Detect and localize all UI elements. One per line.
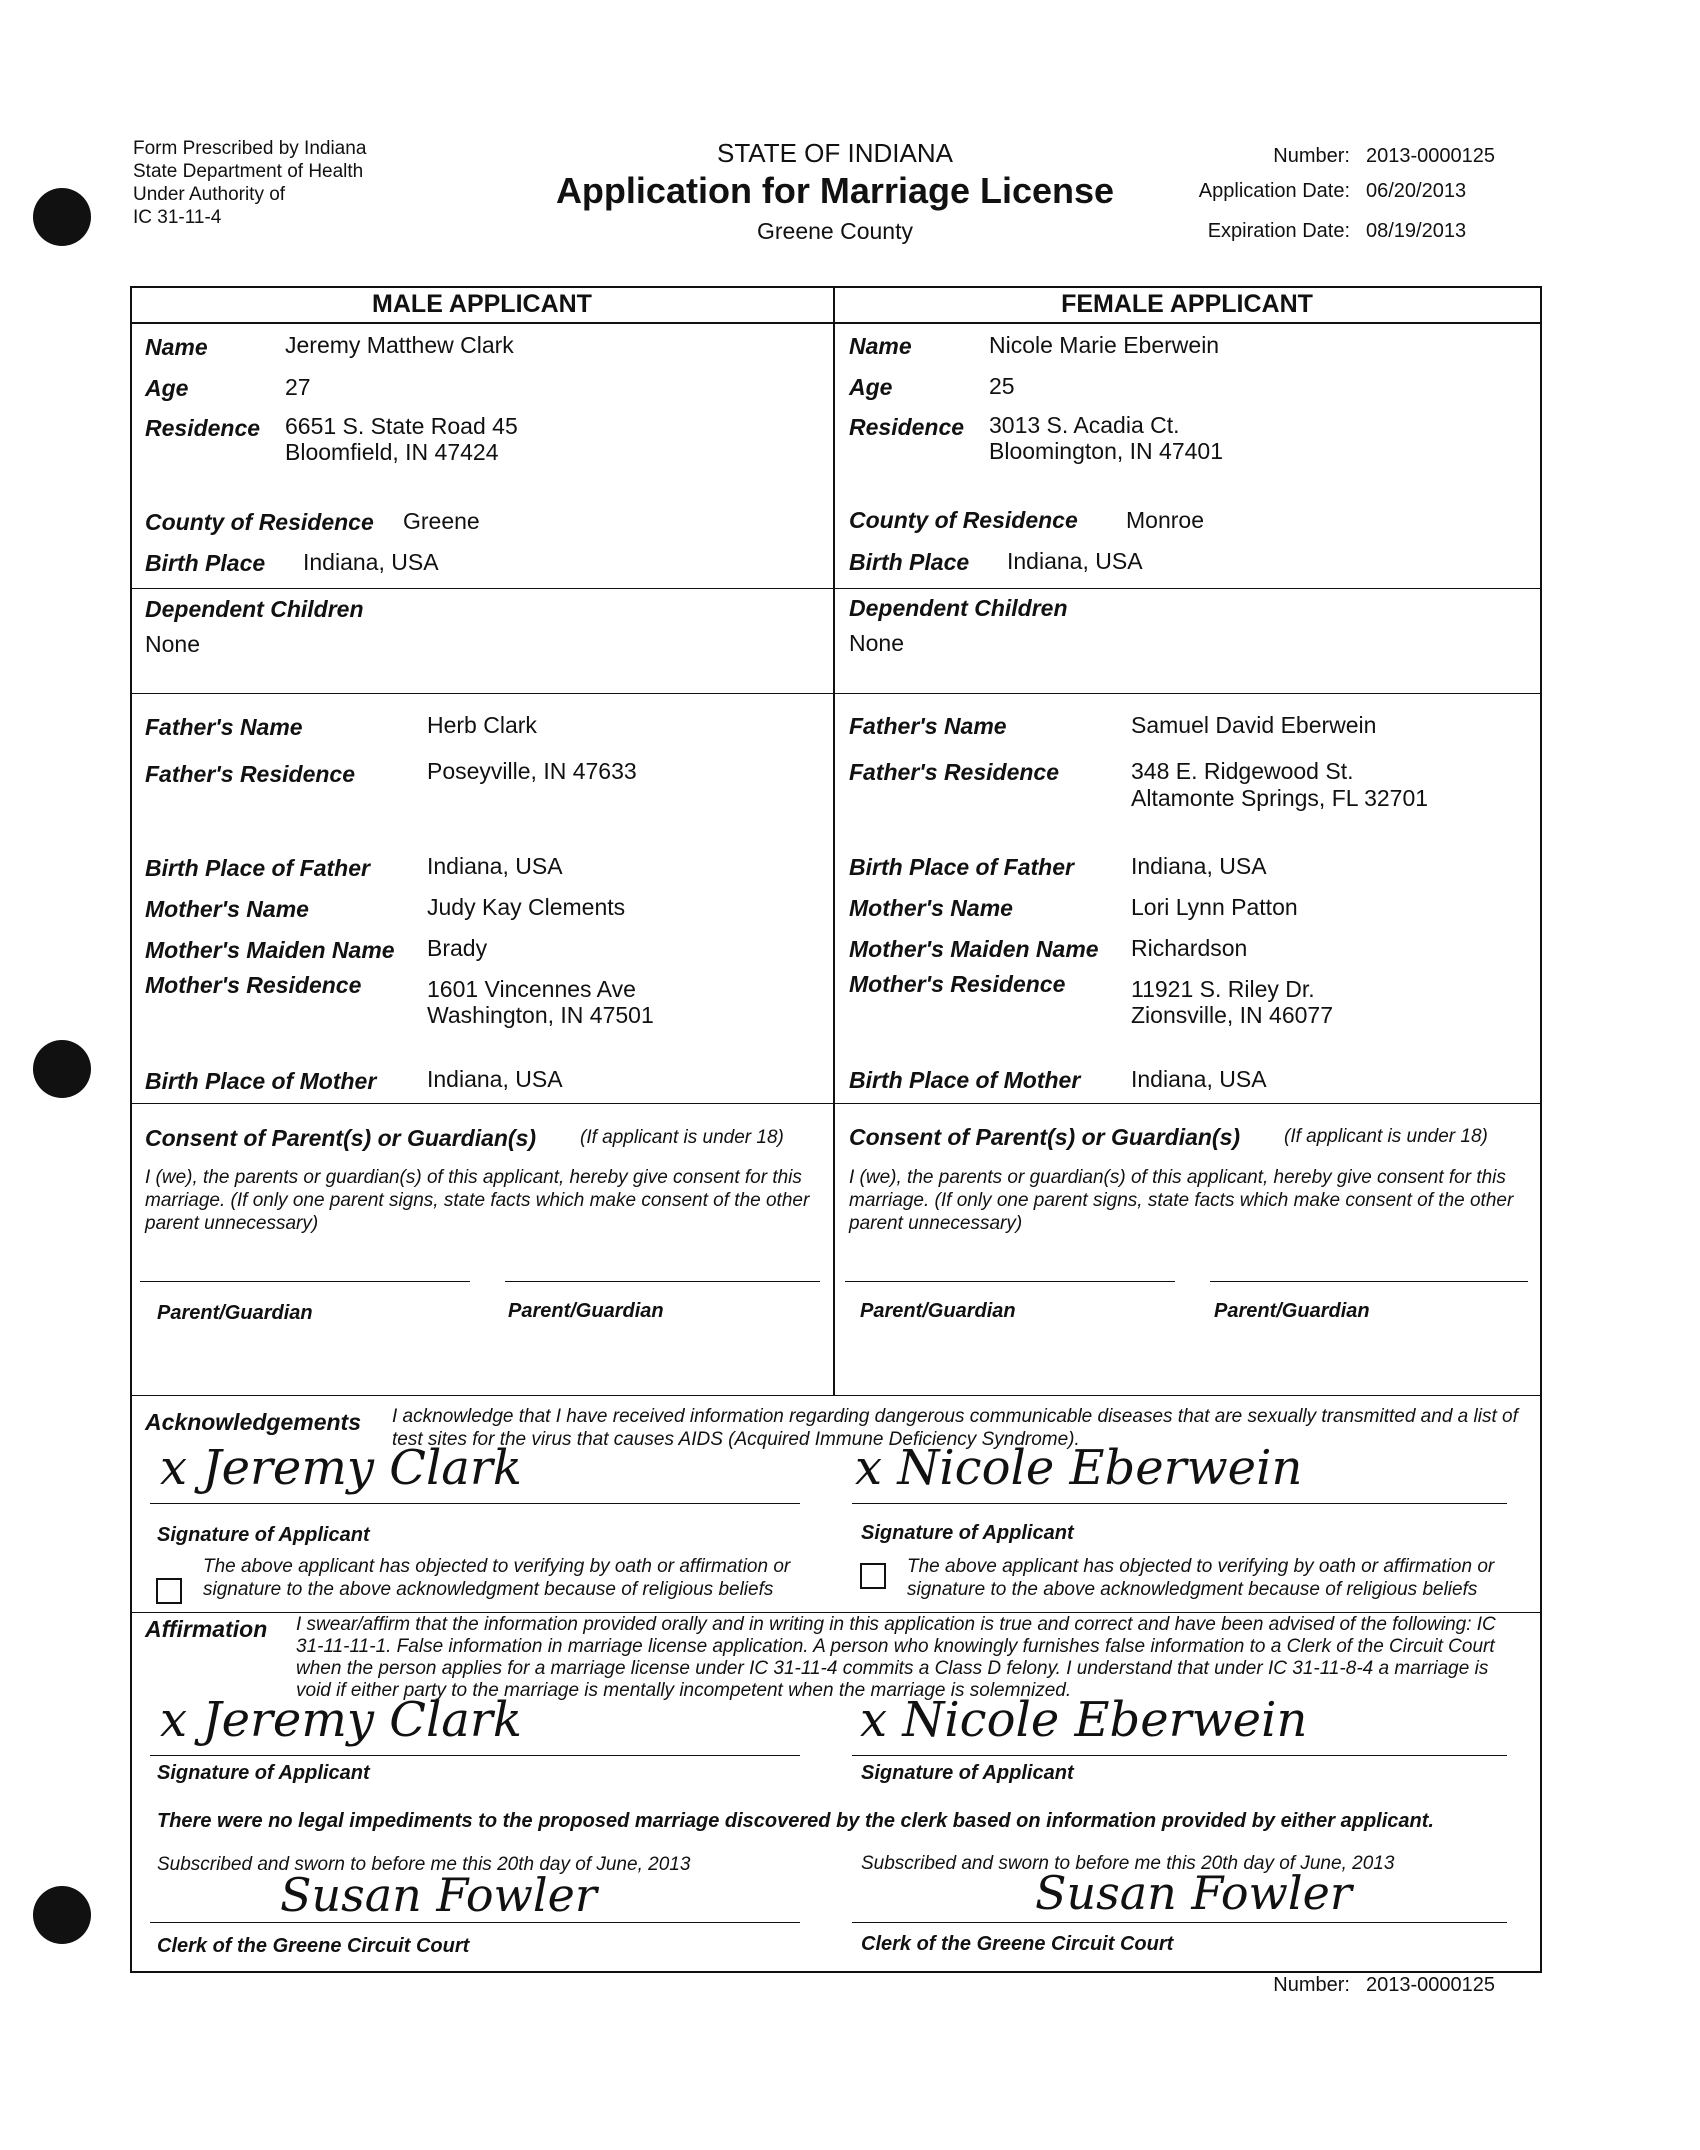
male-mothers-name-label: Mother's Name bbox=[145, 896, 309, 922]
male-birth-place-label: Birth Place bbox=[145, 550, 266, 576]
female-affirmation-signature: x Nicole Eberwein bbox=[860, 1692, 1308, 1748]
female-fathers-residence-line1: 348 E. Ridgewood St. bbox=[1131, 758, 1354, 784]
female-applicant-header: FEMALE APPLICANT bbox=[1061, 290, 1313, 318]
male-residence-label: Residence bbox=[145, 415, 261, 441]
female-mothers-name-value: Lori Lynn Patton bbox=[1131, 894, 1298, 920]
male-acknowledgement-signature: x Jeremy Clark bbox=[160, 1440, 522, 1496]
clerk-label-right: Clerk of the Greene Circuit Court bbox=[861, 1933, 1174, 1955]
prescribed-line: State Department of Health bbox=[133, 161, 364, 182]
male-name-value: Jeremy Matthew Clark bbox=[285, 332, 514, 358]
number-label: Number: bbox=[1273, 145, 1350, 167]
expiration-date-value: 08/19/2013 bbox=[1366, 220, 1467, 242]
female-birth-place-mother-label: Birth Place of Mother bbox=[849, 1067, 1081, 1093]
female-fathers-name-value: Samuel David Eberwein bbox=[1131, 712, 1377, 738]
punch-hole-middle bbox=[33, 1040, 91, 1098]
female-birth-place-value: Indiana, USA bbox=[1007, 548, 1143, 574]
subscribed-left: Subscribed and sworn to before me this 20th day of June, 2013 bbox=[157, 1854, 691, 1875]
clerk-signature-right: Susan Fowler bbox=[1035, 1866, 1352, 1920]
male-affirmation-signature: x Jeremy Clark bbox=[160, 1692, 522, 1748]
female-mothers-maiden-label: Mother's Maiden Name bbox=[849, 936, 1099, 962]
male-parent-guardian-line-1 bbox=[140, 1281, 470, 1282]
female-birth-place-father-value: Indiana, USA bbox=[1131, 853, 1267, 879]
male-affirmation-signature-line bbox=[150, 1755, 800, 1756]
female-county-value: Monroe bbox=[1126, 507, 1204, 533]
female-religious-objection-checkbox[interactable] bbox=[860, 1563, 886, 1589]
male-acknowledgement-signature-line bbox=[150, 1503, 800, 1504]
male-residence-line1: 6651 S. State Road 45 bbox=[285, 413, 518, 439]
male-birth-place-value: Indiana, USA bbox=[303, 549, 439, 575]
acknowledgements-label: Acknowledgements bbox=[145, 1409, 361, 1435]
divider-affirmation bbox=[132, 1612, 1540, 1613]
female-dependent-children-value: None bbox=[849, 630, 904, 656]
male-age-label: Age bbox=[145, 375, 189, 401]
divider-dependent bbox=[132, 588, 1540, 589]
clerk-label-left: Clerk of the Greene Circuit Court bbox=[157, 1935, 470, 1957]
female-birth-place-father-label: Birth Place of Father bbox=[849, 854, 1074, 880]
male-mothers-name-value: Judy Kay Clements bbox=[427, 894, 626, 920]
male-mothers-residence-line2: Washington, IN 47501 bbox=[427, 1002, 654, 1028]
male-applicant-header: MALE APPLICANT bbox=[372, 290, 592, 318]
prescribed-line: Under Authority of bbox=[133, 184, 286, 205]
female-birth-place-mother-value: Indiana, USA bbox=[1131, 1066, 1267, 1092]
male-birth-place-father-value: Indiana, USA bbox=[427, 853, 563, 879]
female-fathers-residence-line2: Altamonte Springs, FL 32701 bbox=[1131, 785, 1429, 811]
male-name-label: Name bbox=[145, 334, 208, 360]
male-county-label: County of Residence bbox=[145, 509, 374, 535]
female-consent-note: (If applicant is under 18) bbox=[1284, 1126, 1488, 1147]
acknowledgements-text: I acknowledge that I have received information regarding dangerous communicable diseases that are sexually transmitted and a list of test sites for the virus that causes AIDS (Acquired Immune Deficiency Syndrome). bbox=[392, 1406, 1518, 1450]
male-mothers-maiden-label: Mother's Maiden Name bbox=[145, 937, 395, 963]
female-age-value: 25 bbox=[989, 373, 1015, 399]
county-title: Greene County bbox=[757, 218, 913, 244]
header-row-divider bbox=[132, 322, 1540, 324]
female-acknowledgement-signature: x Nicole Eberwein bbox=[855, 1440, 1303, 1496]
male-birth-place-father-label: Birth Place of Father bbox=[145, 855, 370, 881]
column-divider bbox=[833, 288, 835, 1395]
female-consent-title: Consent of Parent(s) or Guardian(s) bbox=[849, 1124, 1241, 1150]
male-mothers-residence-line1: 1601 Vincennes Ave bbox=[427, 976, 636, 1002]
female-mothers-residence-label: Mother's Residence bbox=[849, 971, 1066, 997]
male-mothers-residence-label: Mother's Residence bbox=[145, 972, 362, 998]
female-name-value: Nicole Marie Eberwein bbox=[989, 332, 1220, 358]
male-dependent-children-value: None bbox=[145, 631, 200, 657]
application-date-value: 06/20/2013 bbox=[1366, 180, 1467, 202]
expiration-date-label: Expiration Date: bbox=[1207, 220, 1350, 242]
male-birth-place-mother-label: Birth Place of Mother bbox=[145, 1068, 377, 1094]
male-consent-note: (If applicant is under 18) bbox=[580, 1127, 784, 1148]
male-parent-guardian-label-1: Parent/Guardian bbox=[157, 1302, 313, 1324]
female-residence-line2: Bloomington, IN 47401 bbox=[989, 438, 1223, 464]
female-parent-guardian-line-2 bbox=[1210, 1281, 1528, 1282]
male-residence-line2: Bloomfield, IN 47424 bbox=[285, 439, 499, 465]
female-name-label: Name bbox=[849, 333, 912, 359]
female-affirmation-signature-label: Signature of Applicant bbox=[861, 1762, 1074, 1784]
impediments-statement: There were no legal impediments to the proposed marriage discovered by the clerk based on information provided by either applicant. bbox=[157, 1810, 1434, 1832]
female-mothers-residence-line1: 11921 S. Riley Dr. bbox=[1131, 976, 1315, 1002]
male-parent-guardian-line-2 bbox=[505, 1281, 820, 1282]
female-residence-line1: 3013 S. Acadia Ct. bbox=[989, 412, 1180, 438]
number-value: 2013-0000125 bbox=[1366, 145, 1496, 167]
male-county-value: Greene bbox=[403, 508, 480, 534]
male-fathers-name-label: Father's Name bbox=[145, 714, 303, 740]
divider-acknowledgements bbox=[132, 1395, 1540, 1396]
male-mothers-maiden-value: Brady bbox=[427, 935, 488, 961]
subscribed-right: Subscribed and sworn to before me this 20th day of June, 2013 bbox=[861, 1853, 1395, 1874]
female-religious-objection-text: The above applicant has objected to verifying by oath or affirmation or signature to the above acknowledgment because of religious beliefs bbox=[907, 1556, 1495, 1600]
female-acknowledgement-signature-line bbox=[852, 1503, 1507, 1504]
female-affirmation-signature-line bbox=[852, 1755, 1507, 1756]
punch-hole-top bbox=[33, 188, 91, 246]
state-title: STATE OF INDIANA bbox=[717, 138, 953, 168]
form-prescribed-block bbox=[133, 137, 366, 229]
male-religious-objection-checkbox[interactable] bbox=[156, 1578, 182, 1604]
female-parent-guardian-label-1: Parent/Guardian bbox=[860, 1300, 1016, 1322]
female-fathers-residence-label: Father's Residence bbox=[849, 759, 1059, 785]
female-county-label: County of Residence bbox=[849, 507, 1078, 533]
female-age-label: Age bbox=[849, 374, 893, 400]
male-ack-signature-label: Signature of Applicant bbox=[157, 1524, 370, 1546]
divider-consent bbox=[132, 1103, 1540, 1104]
male-fathers-name-value: Herb Clark bbox=[427, 712, 537, 738]
female-residence-label: Residence bbox=[849, 414, 965, 440]
female-dependent-children-label: Dependent Children bbox=[849, 595, 1068, 621]
female-mothers-maiden-value: Richardson bbox=[1131, 935, 1248, 961]
punch-hole-bottom bbox=[33, 1886, 91, 1944]
male-fathers-residence-line1: Poseyville, IN 47633 bbox=[427, 758, 637, 784]
male-religious-objection-text: The above applicant has objected to verifying by oath or affirmation or signature to the above acknowledgment because of religious beliefs bbox=[203, 1556, 791, 1600]
application-date-label: Application Date: bbox=[1198, 180, 1350, 202]
male-fathers-residence-label: Father's Residence bbox=[145, 761, 355, 787]
prescribed-line: Form Prescribed by Indiana bbox=[133, 138, 367, 159]
female-ack-signature-label: Signature of Applicant bbox=[861, 1522, 1074, 1544]
female-consent-text: I (we), the parents or guardian(s) of this applicant, hereby give consent for this marriage. (If only one parent signs, state facts which make consent of the other parent unnecessary) bbox=[849, 1167, 1514, 1234]
male-birth-place-mother-value: Indiana, USA bbox=[427, 1066, 563, 1092]
female-fathers-name-label: Father's Name bbox=[849, 713, 1007, 739]
footer-number-value: 2013-0000125 bbox=[1366, 1974, 1496, 1996]
female-mothers-name-label: Mother's Name bbox=[849, 895, 1013, 921]
page-title: Application for Marriage License bbox=[555, 170, 1115, 211]
footer-number-label: Number: bbox=[1273, 1974, 1350, 1996]
divider-parents bbox=[132, 693, 1540, 694]
prescribed-line: IC 31-11-4 bbox=[133, 207, 222, 228]
female-birth-place-label: Birth Place bbox=[849, 549, 970, 575]
female-mothers-residence-line2: Zionsville, IN 46077 bbox=[1131, 1002, 1333, 1028]
affirmation-label: Affirmation bbox=[145, 1616, 268, 1642]
affirmation-text: I swear/affirm that the information provided orally and in writing in this application is true and correct and have been advised of the following: IC 31-11-11-1. False information in marriage license application. A person who knowingly furnishes false information to a Clerk of the Circuit Court when the person applies for a marriage license under IC 31-11-4 commits a Class D felony. I understand that under IC 31-11-8-4 a marriage is void if either party to the marriage is mentally incompetent when the marriage is solemnized. bbox=[296, 1614, 1496, 1701]
male-consent-title: Consent of Parent(s) or Guardian(s) bbox=[145, 1125, 537, 1151]
male-affirmation-signature-label: Signature of Applicant bbox=[157, 1762, 370, 1784]
male-parent-guardian-label-2: Parent/Guardian bbox=[508, 1300, 664, 1322]
male-age-value: 27 bbox=[285, 374, 311, 400]
female-parent-guardian-label-2: Parent/Guardian bbox=[1214, 1300, 1370, 1322]
clerk-signature-line-right bbox=[852, 1922, 1507, 1923]
male-consent-text: I (we), the parents or guardian(s) of this applicant, hereby give consent for this marriage. (If only one parent signs, state facts which make consent of the other parent unnecessary) bbox=[145, 1167, 810, 1234]
clerk-signature-left: Susan Fowler bbox=[280, 1868, 597, 1922]
clerk-signature-line-left bbox=[150, 1922, 800, 1923]
male-dependent-children-label: Dependent Children bbox=[145, 596, 364, 622]
female-parent-guardian-line-1 bbox=[845, 1281, 1175, 1282]
